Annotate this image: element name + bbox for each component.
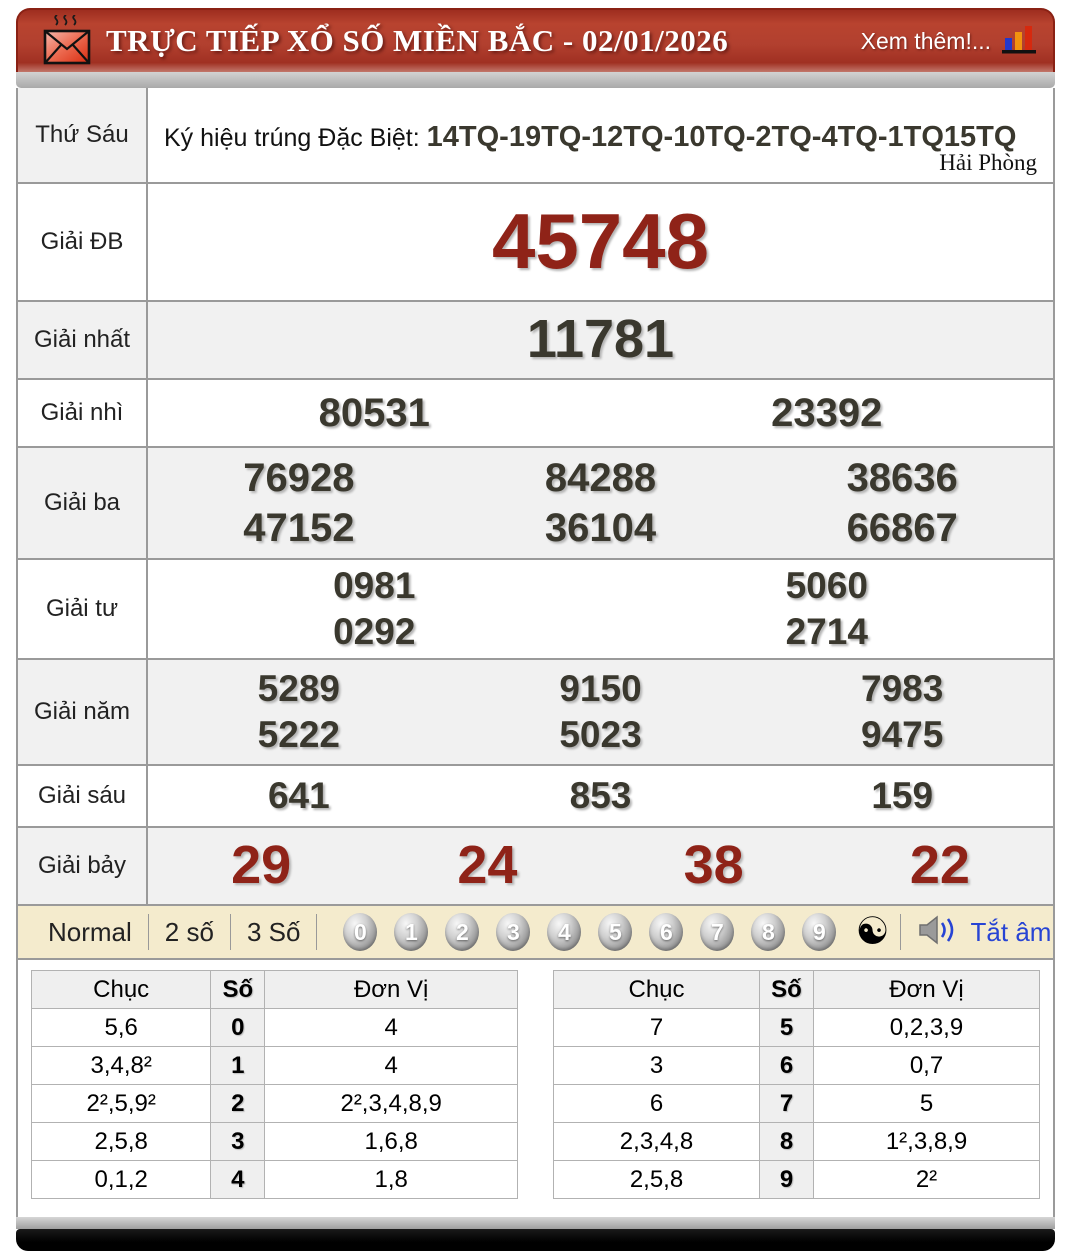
digit-ball-6[interactable]: 6 [649,913,683,951]
table-row [32,1161,518,1199]
prize-number: 5222 [257,714,340,755]
tens-cell: 2,5,8 [554,1161,760,1199]
prize-row-seventh [18,828,1053,906]
digit-ball-9[interactable]: 9 [802,913,836,951]
tens-cell: 6 [554,1085,760,1123]
units-cell: 4 [265,1047,518,1085]
units-cell: 2² [814,1161,1040,1199]
mode-2so-button[interactable]: 2 số [164,916,214,947]
table-row [554,1009,1040,1047]
prize-label: Giải ĐB [18,184,148,300]
controls-bar [18,906,1053,960]
mute-label: Tắt âm [970,916,1052,947]
prize-number: 5060 [785,564,868,606]
digit-ball-4[interactable]: 4 [547,913,581,951]
prize-row-special [18,184,1053,302]
prize-number: 159 [871,774,934,816]
table-row [32,1085,518,1123]
prize-number: 36104 [544,506,657,550]
prize-row-fourth [18,560,1053,660]
prize-number: 76928 [243,456,355,500]
prize-number: 5289 [257,667,340,709]
table-row [32,1047,518,1085]
digit-ball-0[interactable]: 0 [343,913,377,951]
digit-cell: 8 [760,1123,814,1161]
prize-row-third [18,448,1053,560]
prize-number: 38 [683,835,744,896]
prize-number: 11781 [526,309,675,370]
column-header: Chục [554,971,760,1009]
info-row [18,88,1053,184]
see-more-link[interactable]: Xem thêm!... [860,27,991,54]
units-cell: 1²,3,8,9 [814,1123,1040,1161]
divider [900,914,901,950]
prize-row-fifth [18,660,1053,766]
envelope-icon [42,15,92,67]
prize-label: Giải ba [18,448,148,558]
prize-number: 9475 [861,714,944,755]
prize-number: 47152 [243,506,355,550]
province-name: Hải Phòng [939,150,1037,175]
prize-number: 5023 [559,714,642,755]
digit-cell: 4 [211,1161,265,1199]
prize-label: Giải sáu [18,766,148,826]
prize-number: 24 [457,835,518,896]
tens-cell: 0,1,2 [32,1161,211,1199]
tens-cell: 3 [554,1047,760,1085]
table-row [32,1009,518,1047]
digit-cell: 5 [760,1009,814,1047]
prize-number: 84288 [544,456,657,500]
mode-3so-button[interactable]: 3 Số [246,916,301,947]
mute-button[interactable] [917,914,1052,951]
digit-ball-1[interactable]: 1 [394,913,428,951]
page-title: TRỰC TIẾP XỔ SỐ MIỀN BẮC - 02/01/2026 [106,23,729,58]
prize-number: 853 [569,774,632,816]
tens-cell: 2,5,8 [32,1123,211,1161]
table-row [554,1047,1040,1085]
prize-number: 9150 [559,667,642,709]
prize-number: 38636 [846,456,958,500]
prize-number: 23392 [771,391,883,435]
prize-label: Giải nhì [18,380,148,446]
tens-cell: 5,6 [32,1009,211,1047]
units-cell: 2²,3,4,8,9 [265,1085,518,1123]
digit-cell: 1 [211,1047,265,1085]
column-header: Đơn Vị [814,971,1040,1009]
table-row [554,1085,1040,1123]
bar-chart-icon[interactable] [999,21,1039,62]
prize-label: Giải tư [18,560,148,658]
digit-ball-5[interactable]: 5 [598,913,632,951]
prize-number: 0292 [333,611,416,652]
digit-cell: 6 [760,1047,814,1085]
digit-cell: 7 [760,1085,814,1123]
symbol-codes: 14TQ-19TQ-12TQ-10TQ-2TQ-4TQ-1TQ15TQ [426,120,1017,153]
prize-row-first [18,302,1053,380]
mode-normal-button[interactable]: Normal [48,916,132,947]
symbol-caption: Ký hiệu trúng Đặc Biệt: [164,123,427,152]
column-header: Số [211,971,265,1009]
footer-gray-strip [16,1217,1055,1229]
table-row [32,1123,518,1161]
tens-cell: 3,4,8² [32,1047,211,1085]
units-cell: 1,8 [265,1161,518,1199]
lottery-widget [16,8,1055,1251]
units-cell: 5 [814,1085,1040,1123]
footer-black-bar [16,1229,1055,1251]
digit-cell: 0 [211,1009,265,1047]
prize-number: 2714 [785,611,868,652]
digit-cell: 3 [211,1123,265,1161]
digit-ball-3[interactable]: 3 [496,913,530,951]
digit-ball-8[interactable]: 8 [751,913,785,951]
speaker-icon [917,914,961,951]
column-header: Đơn Vị [265,971,518,1009]
prize-number: 0981 [333,564,416,606]
weekday-label: Thứ Sáu [18,88,148,182]
tens-cell: 2²,5,9² [32,1085,211,1123]
header-bar [16,8,1055,72]
prize-row-sixth [18,766,1053,828]
digit-cell: 9 [760,1161,814,1199]
prize-label: Giải năm [18,660,148,764]
table-row [554,1123,1040,1161]
units-cell: 0,7 [814,1047,1040,1085]
digit-cell: 2 [211,1085,265,1123]
column-header: Chục [32,971,211,1009]
prize-number: 7983 [861,667,944,709]
tens-cell: 2,3,4,8 [554,1123,760,1161]
prize-number: 22 [909,835,970,896]
prize-number: 45748 [492,197,709,286]
units-cell: 4 [265,1009,518,1047]
prize-number: 641 [267,774,330,816]
summary-table-left [31,970,518,1199]
units-cell: 1,6,8 [265,1123,518,1161]
tens-cell: 7 [554,1009,760,1047]
prize-number: 66867 [846,506,958,550]
prize-row-second [18,380,1053,448]
prize-number: 80531 [318,391,430,435]
table-row [554,1161,1040,1199]
special-symbol-text [148,104,1053,167]
digit-summary [18,960,1053,1217]
digit-ball-2[interactable]: 2 [445,913,479,951]
digit-balls [343,913,889,951]
column-header: Số [760,971,814,1009]
divider [316,914,317,950]
prize-number: 29 [231,835,292,896]
digit-ball-7[interactable]: 7 [700,913,734,951]
summary-table-right [553,970,1040,1199]
yinyang-icon[interactable]: ☯ [855,911,890,953]
units-cell: 0,2,3,9 [814,1009,1040,1047]
prize-label: Giải bảy [18,828,148,904]
header-base-strip [16,72,1055,88]
prize-label: Giải nhất [18,302,148,378]
